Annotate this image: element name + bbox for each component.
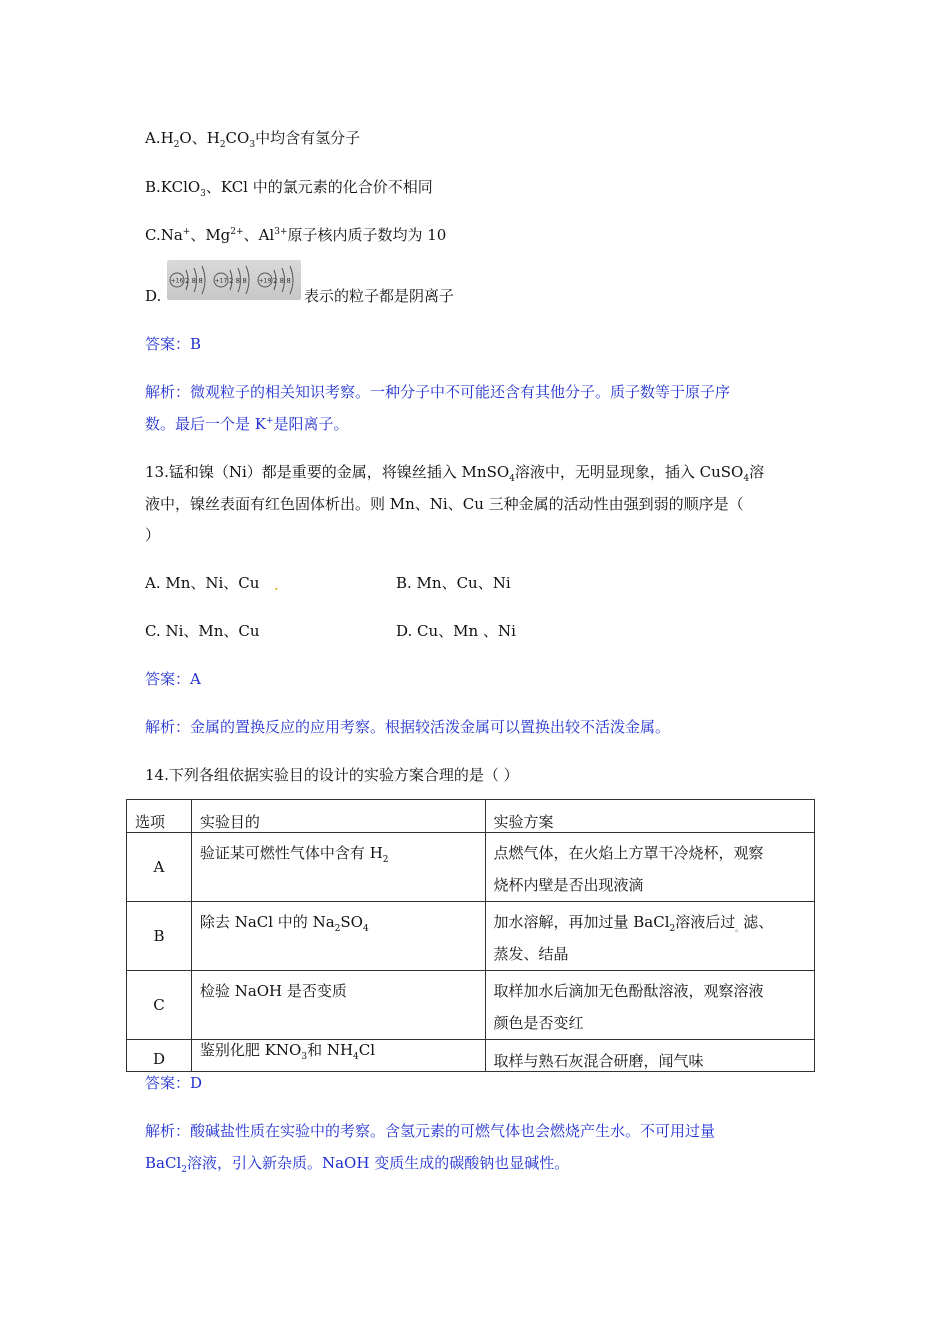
svg-text:2 8 8: 2 8 8 bbox=[229, 277, 247, 285]
q13-answer: 答案：A bbox=[145, 670, 201, 688]
q13-stem-line2: 液中，镍丝表面有红色固体析出。则 Mn、Ni、Cu 三种金属的活动性由强到弱的顺序是（ bbox=[145, 495, 744, 513]
svg-text:+17: +17 bbox=[214, 277, 228, 285]
table-row bbox=[127, 902, 815, 971]
experiment-table bbox=[126, 799, 815, 1072]
table-row bbox=[127, 1040, 815, 1072]
q13-stem-line3: ） bbox=[145, 526, 161, 544]
q12-option-a: $A.H_2O$、$H_2CO_3$中均含有氢分子 bbox=[145, 129, 361, 150]
q12-option-c: C.Na+、$Mg^{2+}$、$Al^{3+}$原子核内质子数均为 10 bbox=[145, 226, 447, 244]
q12-answer: 答案：B bbox=[145, 335, 202, 353]
q13-option-b: B. Mn、Cu、Ni bbox=[396, 574, 511, 592]
q13-stray-dot: . bbox=[274, 576, 279, 594]
row-option-c: C bbox=[127, 971, 192, 1040]
q14-analysis-line1: 解析：酸碱盐性质在实验中的考察。含氢元素的可燃气体也会燃烧产生水。不可用过量 bbox=[145, 1122, 716, 1140]
row-plan-b: 加水溶解，再加过量 BaCl$_2$溶液后过$_。$滤、 蒸发、结晶 bbox=[485, 902, 815, 971]
svg-text:+19: +19 bbox=[258, 277, 272, 285]
atom-diagram-2 bbox=[214, 266, 249, 294]
table-row bbox=[127, 833, 815, 902]
svg-text:+16: +16 bbox=[170, 277, 184, 285]
q12-option-d-prefix: D. bbox=[145, 287, 162, 305]
q13-option-c: C. Ni、Mn、Cu bbox=[145, 622, 260, 640]
row-goal-d: 鉴别化肥 $KNO_3$和 $NH_4Cl$ bbox=[191, 1040, 485, 1072]
table-header-row bbox=[127, 800, 815, 833]
row-plan-d: 取样与熟石灰混合研磨，闻气味 bbox=[485, 1040, 815, 1072]
row-goal-b: 除去 NaCl 中的 $Na_2SO_4$ bbox=[191, 902, 485, 971]
row-goal-a: 验证某可燃性气体中含有 $H_2$ bbox=[191, 833, 485, 902]
q14-analysis-line2: BaCl$_2$溶液，引入新杂质。NaOH 变质生成的碳酸钠也显碱性。 bbox=[145, 1154, 570, 1175]
svg-text:2 8 8: 2 8 8 bbox=[185, 277, 203, 285]
q14-answer: 答案：D bbox=[145, 1074, 203, 1092]
row-option-d: D bbox=[127, 1040, 192, 1072]
atom-diagram-3 bbox=[258, 266, 293, 294]
q12-analysis-line2: 数。最后一个是 K+是阳离子。 bbox=[145, 415, 349, 433]
q14-stem: 14.下列各组依据实验目的设计的实验方案合理的是（ ） bbox=[145, 766, 519, 784]
q12-option-d-text: 表示的粒子都是阴离子 bbox=[304, 287, 455, 305]
row-plan-c: 取样加水后滴加无色酚酞溶液，观察溶液 颜色是否变红 bbox=[485, 971, 815, 1040]
table-header-goal: 实验目的 bbox=[191, 800, 485, 833]
table-header-option: 选项 bbox=[127, 800, 192, 833]
row-plan-a: 点燃气体，在火焰上方罩干冷烧杯，观察 烧杯内壁是否出现液滴 bbox=[485, 833, 815, 902]
atom-diagram-1 bbox=[170, 266, 205, 294]
atom-structure-diagram bbox=[167, 260, 301, 300]
q13-option-d: D. Cu、Mn 、Ni bbox=[396, 622, 516, 640]
row-option-a: A bbox=[127, 833, 192, 902]
table-row bbox=[127, 971, 815, 1040]
q13-stem-line1: 13.锰和镍（Ni）都是重要的金属，将镍丝插入 MnSO$_4$溶液中，无明显现象，插入 CuSO$_4$溶 bbox=[145, 463, 765, 484]
row-option-b: B bbox=[127, 902, 192, 971]
table-header-plan: 实验方案 bbox=[485, 800, 815, 833]
q12-analysis-line1: 解析：微观粒子的相关知识考察。一种分子中不可能还含有其他分子。质子数等于原子序 bbox=[145, 383, 731, 401]
svg-text:2 8 8: 2 8 8 bbox=[273, 277, 291, 285]
q12-option-b: B.KClO$_3$、KCl 中的氯元素的化合价不相同 bbox=[145, 178, 433, 199]
q13-option-a: A. Mn、Ni、Cu bbox=[145, 574, 260, 592]
row-goal-c: 检验 NaOH 是否变质 bbox=[191, 971, 485, 1040]
q13-analysis: 解析：金属的置换反应的应用考察。根据较活泼金属可以置换出较不活泼金属。 bbox=[145, 718, 671, 736]
